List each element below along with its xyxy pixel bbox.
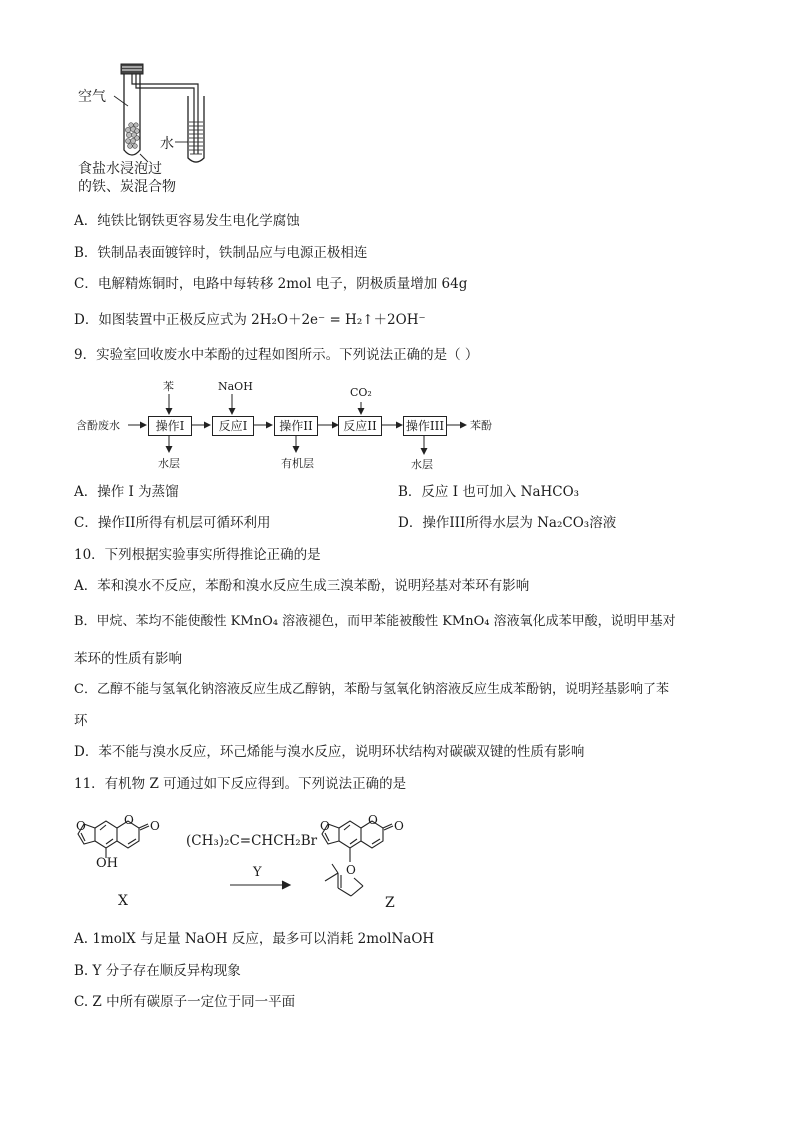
x-compound-label: X [118, 893, 128, 909]
flow-water-layer-2: 水层 [411, 458, 433, 471]
z-ring-oxygen: O [368, 813, 378, 827]
mixture-label-line2: 的铁、炭混合物 [78, 179, 176, 195]
flow-add-co2: CO₂ [350, 386, 372, 399]
flow-water-layer-1: 水层 [158, 457, 180, 470]
x-ring-oxygen: O [124, 813, 134, 827]
z-furan-oxygen: O [320, 819, 330, 833]
q11-stem: 11．有机物 Z 可通过如下反应得到。下列说法正确的是 [74, 776, 407, 792]
q8-option-d: D．如图装置中正极反应式为 2H₂O＋2e⁻ = H₂↑＋2OH⁻ [74, 312, 426, 328]
water-label: 水 [160, 136, 174, 152]
flow-output-phenol: 苯酚 [470, 419, 492, 432]
mixture-label-line1: 食盐水浸泡过 [78, 161, 162, 177]
arrow-reagent-y: Y [253, 865, 262, 880]
reagent-label: (CH₃)₂C=CHCH₂Br [186, 833, 318, 849]
flow-add-naoh: NaOH [218, 380, 253, 393]
flow-add-benzene: 苯 [163, 380, 174, 393]
q10-option-b-line1: B．甲烷、苯均不能使酸性 KMnO₄ 溶液褪色，而甲苯能被酸性 KMnO₄ 溶液氧化成苯甲酸，说明甲基对 [74, 614, 676, 629]
flow-operation-1: 操作I [148, 416, 192, 436]
q8-option-a: A．纯铁比钢铁更容易发生电化学腐蚀 [74, 213, 300, 229]
q9-option-a: A．操作 I 为蒸馏 [74, 484, 179, 500]
q11-option-a: A. 1molX 与足量 NaOH 反应，最多可以消耗 2molNaOH [74, 931, 435, 947]
x-hydroxyl-label: OH [96, 856, 118, 871]
q9-option-c: C．操作II所得有机层可循环利用 [74, 515, 271, 531]
flow-operation-2: 操作II [274, 416, 318, 436]
q10-stem: 10．下列根据实验事实所得推论正确的是 [74, 547, 321, 563]
x-carbonyl-oxygen: O [150, 819, 160, 833]
flow-operation-3: 操作III [403, 416, 447, 436]
q11-option-c: C. Z 中所有碳原子一定位于同一平面 [74, 994, 296, 1010]
flow-input-wastewater: 含酚废水 [76, 419, 120, 432]
q10-option-d: D．苯不能与溴水反应，环己烯能与溴水反应，说明环状结构对碳碳双键的性质有影响 [74, 744, 585, 760]
q9-option-d: D．操作III所得水层为 Na₂CO₃溶液 [398, 515, 617, 531]
z-ether-oxygen: O [346, 863, 356, 877]
flow-reaction-2: 反应II [338, 416, 382, 436]
q11-option-b: B. Y 分子存在顺反异构现象 [74, 963, 241, 979]
q10-option-c-line2: 环 [74, 713, 88, 729]
z-compound-label: Z [385, 895, 395, 911]
flow-reaction-1: 反应I [212, 416, 254, 436]
q10-option-a: A．苯和溴水不反应，苯酚和溴水反应生成三溴苯酚，说明羟基对苯环有影响 [74, 578, 530, 594]
q9-stem: 9．实验室回收废水中苯酚的过程如图所示。下列说法正确的是（ ） [74, 347, 479, 363]
q8-option-b: B．铁制品表面镀锌时，铁制品应与电源正极相连 [74, 245, 368, 261]
z-carbonyl-oxygen: O [394, 819, 404, 833]
q10-option-c-line1: C．乙醇不能与氢氧化钠溶液反应生成乙醇钠，苯酚与氢氧化钠溶液反应生成苯酚钠，说明羟基影响了苯 [74, 682, 669, 697]
x-furan-oxygen: O [76, 819, 86, 833]
q9-option-b: B．反应 I 也可加入 NaHCO₃ [398, 484, 580, 500]
q10-option-b-line2: 苯环的性质有影响 [74, 651, 182, 667]
flow-organic-layer: 有机层 [281, 457, 314, 470]
apparatus-figure [70, 58, 230, 168]
q8-option-c: C．电解精炼铜时，电路中每转移 2mol 电子，阴极质量增加 64g [74, 276, 468, 292]
air-label: 空气 [78, 89, 106, 105]
